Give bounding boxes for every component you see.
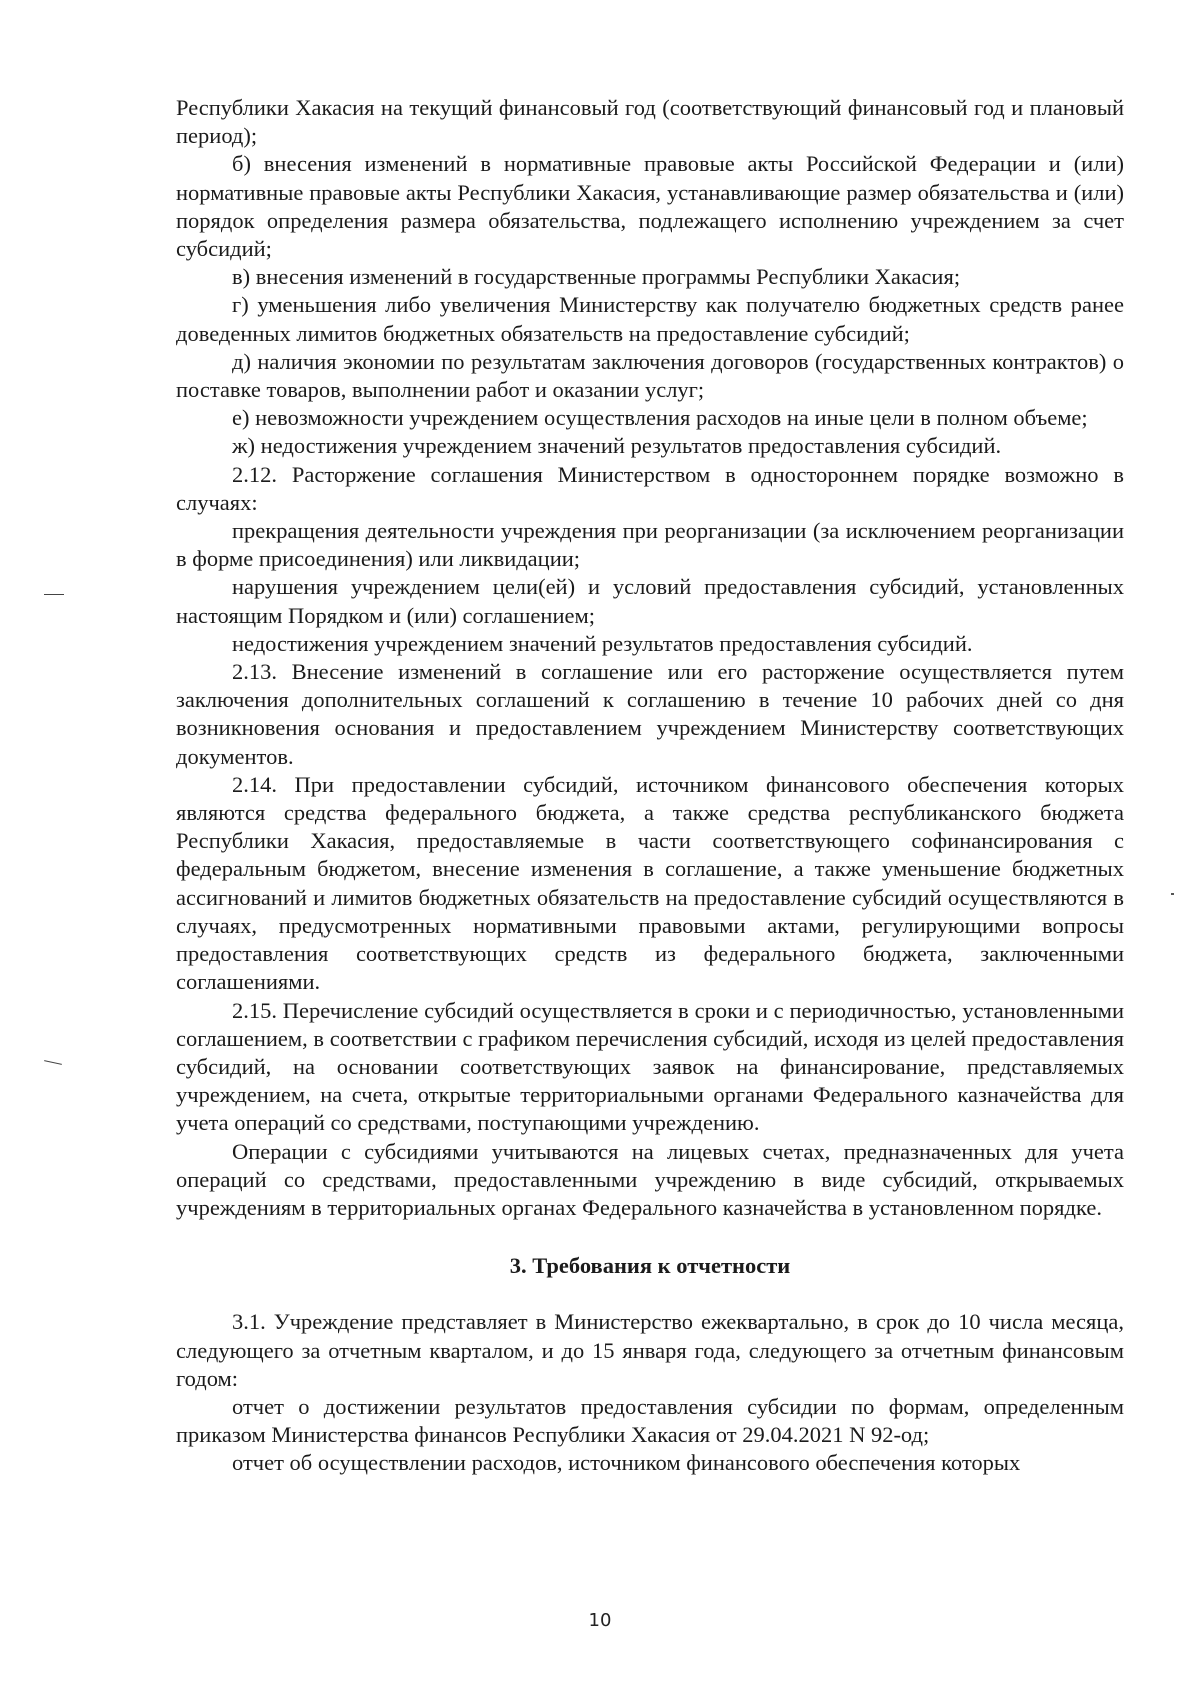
paragraph: прекращения деятельности учреждения при реорганизации (за исключением реорганизации в форме присоединения) или ликвидации; [176,518,1124,572]
paragraph: Республики Хакасия на текущий финансовый год (соответствующий финансовый год и плановый период); [176,95,1124,149]
document-body [176,94,1124,1478]
paragraph: 2.14. При предоставлении субсидий, источником финансового обеспечения которых являются средства федерального бюджета, а также средства республиканского бюджета Республики Хакасия, предоставляемые в части соответствующего софинансирования с федеральным бюджетом, внесение изменения в соглашение, а также уменьшение бюджетных ассигнований и лимитов бюджетных обязательств на предоставление субсидий осуществляются в случаях, предусмотренных нормативными правовыми актами, регулирующими вопросы предоставления соответствующих средств из федерального бюджета, заключенными соглашениями. [176,771,1124,995]
paragraph: Операции с субсидиями учитываются на лицевых счетах, предназначенных для учета операций со средствами, предоставленными учреждению в виде субсидий, открываемых учреждениям в территориальных органах Федерального казначейства в установленном порядке. [176,1138,1124,1220]
paragraph-group-section-2 [176,94,1124,1222]
paragraph: г) уменьшения либо увеличения Министерству как получателю бюджетных средств ранее доведенных лимитов бюджетных обязательств на предоставление субсидий; [176,292,1124,346]
paragraph: 2.15. Перечисление субсидий осуществляется в сроки и с периодичностью, установленными соглашением, в соответствии с графиком перечисления субсидий, исходя из целей предоставления субсидий, на основании соответствующих заявок на финансирование, представляемых учреждением, на счета, открытые территориальными органами Федерального казначейства для учета операций со средствами, поступающими учреждению. [176,997,1124,1136]
paragraph: в) внесения изменений в государственные программы Республики Хакасия; [232,264,961,290]
paragraph: д) наличия экономии по результатам заключения договоров (государственных контрактов) о поставке товаров, выполнении работ и оказании услуг; [176,348,1124,403]
paragraph: ж) недостижения учреждением значений результатов предоставления субсидий. [232,433,1002,459]
paragraph: 3.1. Учреждение представляет в Министерство ежеквартально, в срок до 10 числа месяца, следующего за отчетным кварталом, и до 15 января года, следующего за отчетным финансовым годом: [176,1309,1124,1391]
paragraph-group-section-3 [176,1308,1124,1477]
paragraph: недостижения учреждением значений результатов предоставления субсидий. [232,630,973,656]
scan-mark [44,1060,62,1065]
page-number: 10 [588,1610,612,1631]
paragraph: е) невозможности учреждением осуществления расходов на иные цели в полном объеме; [232,405,1088,431]
section-heading: 3. Требования к отчетности [509,1253,791,1279]
paragraph: 2.12. Расторжение соглашения Министерством в одностороннем порядке возможно в случаях: [176,461,1124,515]
paragraph: отчет о достижении результатов предоставления субсидии по формам, определенным приказом Министерства финансов Республики Хакасия от 29.04.2021 N 92-од; [176,1393,1124,1448]
paragraph: б) внесения изменений в нормативные правовые акты Российской Федерации и (или) нормативные правовые акты Республики Хакасия, устанавливающие размер обязательства и (или) порядок определения размера обязательства, подлежащего исполнению учреждением за счет субсидий; [176,151,1124,262]
scan-speck [1171,893,1174,895]
paragraph: отчет об осуществлении расходов, источником финансового обеспечения которых [232,1450,1021,1476]
paragraph: нарушения учреждением цели(ей) и условий предоставления субсидий, установленных настоящим Порядком и (или) соглашением; [176,574,1124,628]
paragraph: 2.13. Внесение изменений в соглашение или его расторжение осуществляется путем заключения дополнительных соглашений к соглашению в течение 10 рабочих дней со дня возникновения основания и предоставлением учреждением Министерству соответствующих документов. [176,659,1124,769]
scan-mark [44,594,64,595]
